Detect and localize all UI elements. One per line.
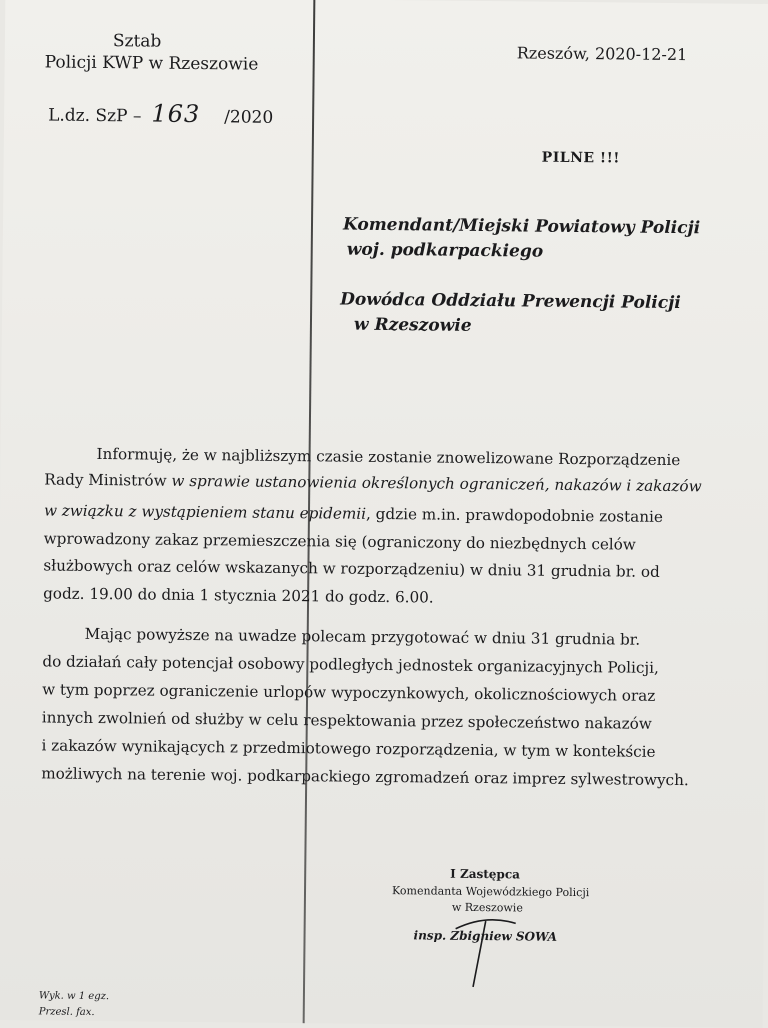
urgent-label: PILNE !!! [541,149,621,167]
sender-organization: Policji KWP w Rzeszowie [44,52,259,75]
signature-stamp-title: I Zastępca [450,866,521,882]
registry-handwritten-number: 163 [151,99,201,129]
registry-prefix: L.dz. SzP – [48,105,142,127]
addressee-2-title: Dowódca Oddziału Prewencji Policji [340,289,681,314]
signature-stamp-name: insp. Zbigniew SOWA [413,928,558,944]
body-line: służbowych oraz celów wskazanych w rozporządzeniu) w dniu 31 grudnia br. od [43,556,660,581]
addressee-2-location: w Rzeszowie [353,314,472,336]
addressee-1-title: Komendant/Miejski Powiatowy Policji [342,214,701,239]
addressee-1-region: woj. podkarpackiego [346,239,544,262]
document-date: Rzeszów, 2020-12-21 [516,43,688,65]
body-text: , gdzie m.in. prawdopodobnie zostanie [365,504,663,526]
body-line: wprowadzony zakaz przemieszczenia się (ograniczony do niezbędnych celów [43,529,636,554]
registry-year: /2020 [224,107,274,128]
body-text-italic: w sprawie ustanowienia określonych ograniczeń, nakazów i zakazów [171,471,702,496]
sender-unit: Sztab [112,31,162,52]
body-line: do działań cały potencjał osobowy podległych jednostek organizacyjnych Policji, [42,652,659,677]
body-line: innych zwolnień od służby w celu respektowania przez społeczeństwo nakazów [41,708,652,733]
body-line: godz. 19.00 do dnia 1 stycznia 2021 do godz. 6.00. [43,584,434,607]
registry-number [48,98,273,128]
handwritten-signature [445,899,526,990]
body-line [44,501,663,525]
body-line: Informuję, że w najbliższym czasie zostanie znowelizowane Rozporządzenie [96,444,681,470]
body-line: możliwych na terenie woj. podkarpackiego zgromadzeń oraz imprez sylwestrowych. [41,764,689,790]
body-line [44,470,701,495]
body-text-italic: w związku z wystąpieniem stanu epidemii [43,501,367,523]
body-text: Rady Ministrów [44,470,172,490]
footer-copies-note: Wyk. w 1 egz. [38,990,110,1003]
footer-fax-note: Przesl. fax. [38,1006,95,1018]
signature-stamp-position: Komendanta Wojewódzkiego Policji [391,884,590,900]
body-line: Mając powyższe na uwadze polecam przygotować w dniu 31 grudnia br. [84,624,641,649]
body-line: w tym poprzez ograniczenie urlopów wypoczynkowych, okolicznościowych oraz [42,680,656,705]
signature-stamp-location: w Rzeszowie [451,900,523,915]
body-line: i zakazów wynikających z przedmiotowego rozporządzenia, w tym w kontekście [41,736,656,761]
